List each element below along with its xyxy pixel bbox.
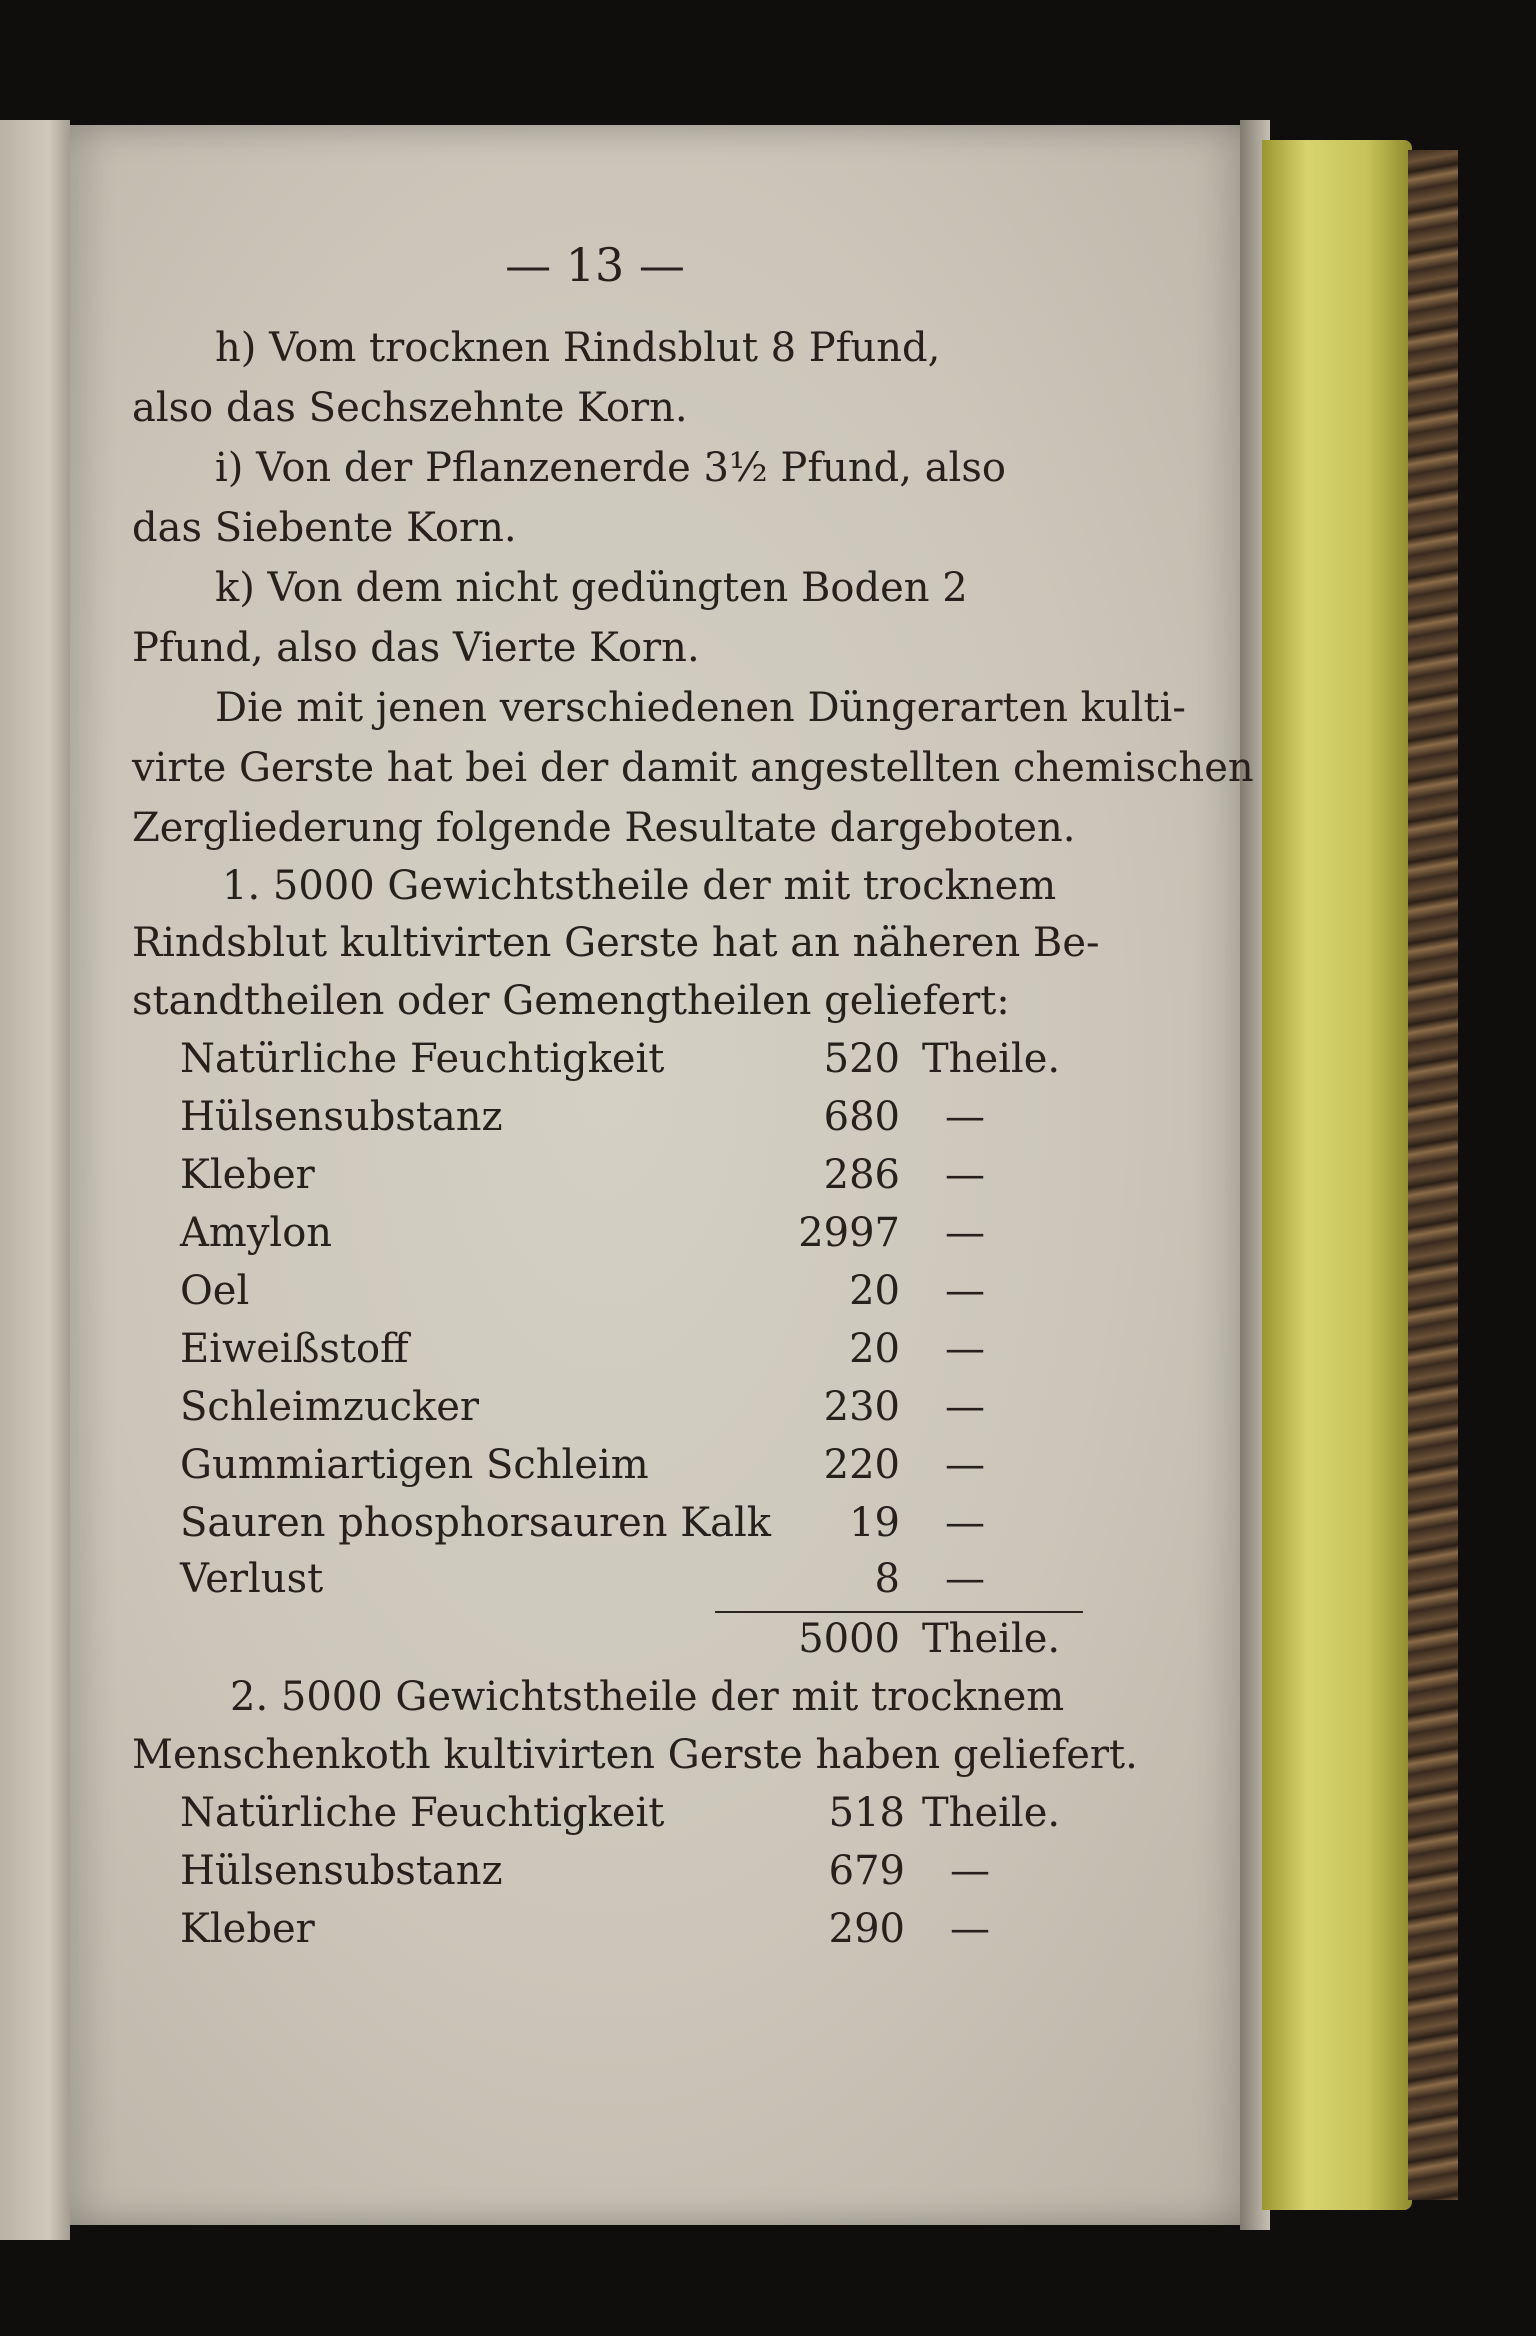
sum-rule: [715, 1611, 1083, 1613]
table-row-unit: —: [945, 1556, 985, 1602]
table-row-label: Kleber: [180, 1152, 315, 1198]
table-row-label: Hülsensubstanz: [180, 1848, 503, 1894]
table-row-label: Sauren phosphorsauren Kalk: [180, 1500, 771, 1546]
table-row-unit: —: [945, 1268, 985, 1314]
table-row-unit: —: [945, 1152, 985, 1198]
table-row-value: 679: [828, 1848, 905, 1894]
gilded-page-edges: [1262, 140, 1412, 2210]
table-row-value: 8: [874, 1556, 900, 1602]
paragraph-line: i) Von der Pflanzenerde 3½ Pfund, also: [215, 445, 1006, 491]
table-row-value: 680: [823, 1094, 900, 1140]
table-row-unit: Theile.: [922, 1036, 1061, 1082]
paragraph-line: virte Gerste hat bei der damit angestellten chemischen: [132, 745, 1254, 791]
page-number: — 13 —: [505, 238, 685, 292]
table-row-unit: —: [945, 1500, 985, 1546]
table-row-value: 20: [849, 1326, 900, 1372]
table-row-label: Eiweißstoff: [180, 1326, 409, 1372]
paragraph-line: standtheilen oder Gemengtheilen geliefert:: [132, 978, 1010, 1024]
table-row-unit: —: [945, 1326, 985, 1372]
previous-page-edge: [0, 120, 70, 2240]
table-row-unit: —: [945, 1384, 985, 1430]
paragraph-line: also das Sechszehnte Korn.: [132, 385, 688, 431]
table-row-value: 2997: [798, 1210, 900, 1256]
paragraph-line: k) Von dem nicht gedüngten Boden 2: [215, 565, 968, 611]
marbled-cover: [1408, 150, 1458, 2200]
table-row-label: Schleimzucker: [180, 1384, 480, 1430]
table-row-unit: Theile.: [922, 1790, 1061, 1836]
table-row-label: Natürliche Feuchtigkeit: [180, 1036, 665, 1082]
table-total-value: 5000: [798, 1616, 900, 1662]
table-total-unit: Theile.: [922, 1616, 1061, 1662]
paragraph-line: Menschenkoth kultivirten Gerste haben geliefert.: [132, 1732, 1138, 1778]
paragraph-line: 1. 5000 Gewichtstheile der mit trocknem: [222, 863, 1057, 909]
paragraph-line: Pfund, also das Vierte Korn.: [132, 625, 700, 671]
table-row-value: 230: [823, 1384, 900, 1430]
table-row-unit: —: [950, 1906, 990, 1952]
paragraph-line: Die mit jenen verschiedenen Düngerarten kulti-: [215, 685, 1186, 731]
table-row-label: Amylon: [180, 1210, 333, 1256]
table-row-value: 286: [823, 1152, 900, 1198]
paragraph-line: Zergliederung folgende Resultate dargeboten.: [132, 805, 1076, 851]
table-row-value: 518: [828, 1790, 905, 1836]
table-row-unit: —: [945, 1442, 985, 1488]
table-row-label: Gummiartigen Schleim: [180, 1442, 649, 1488]
table-row-label: Natürliche Feuchtigkeit: [180, 1790, 665, 1836]
table-row-value: 220: [823, 1442, 900, 1488]
table-row-label: Kleber: [180, 1906, 315, 1952]
paragraph-line: Rindsblut kultivirten Gerste hat an näheren Be-: [132, 920, 1100, 966]
table-row-unit: —: [945, 1094, 985, 1140]
table-row-unit: —: [945, 1210, 985, 1256]
table-row-unit: —: [950, 1848, 990, 1894]
table-row-value: 20: [849, 1268, 900, 1314]
table-row-label: Oel: [180, 1268, 250, 1314]
table-row-label: Hülsensubstanz: [180, 1094, 503, 1140]
table-row-value: 290: [828, 1906, 905, 1952]
table-row-value: 19: [849, 1500, 900, 1546]
paragraph-line: 2. 5000 Gewichtstheile der mit trocknem: [230, 1674, 1065, 1720]
table-row-value: 520: [823, 1036, 900, 1082]
paragraph-line: das Siebente Korn.: [132, 505, 517, 551]
table-row-label: Verlust: [180, 1556, 324, 1602]
paragraph-line: h) Vom trocknen Rindsblut 8 Pfund,: [215, 325, 941, 371]
